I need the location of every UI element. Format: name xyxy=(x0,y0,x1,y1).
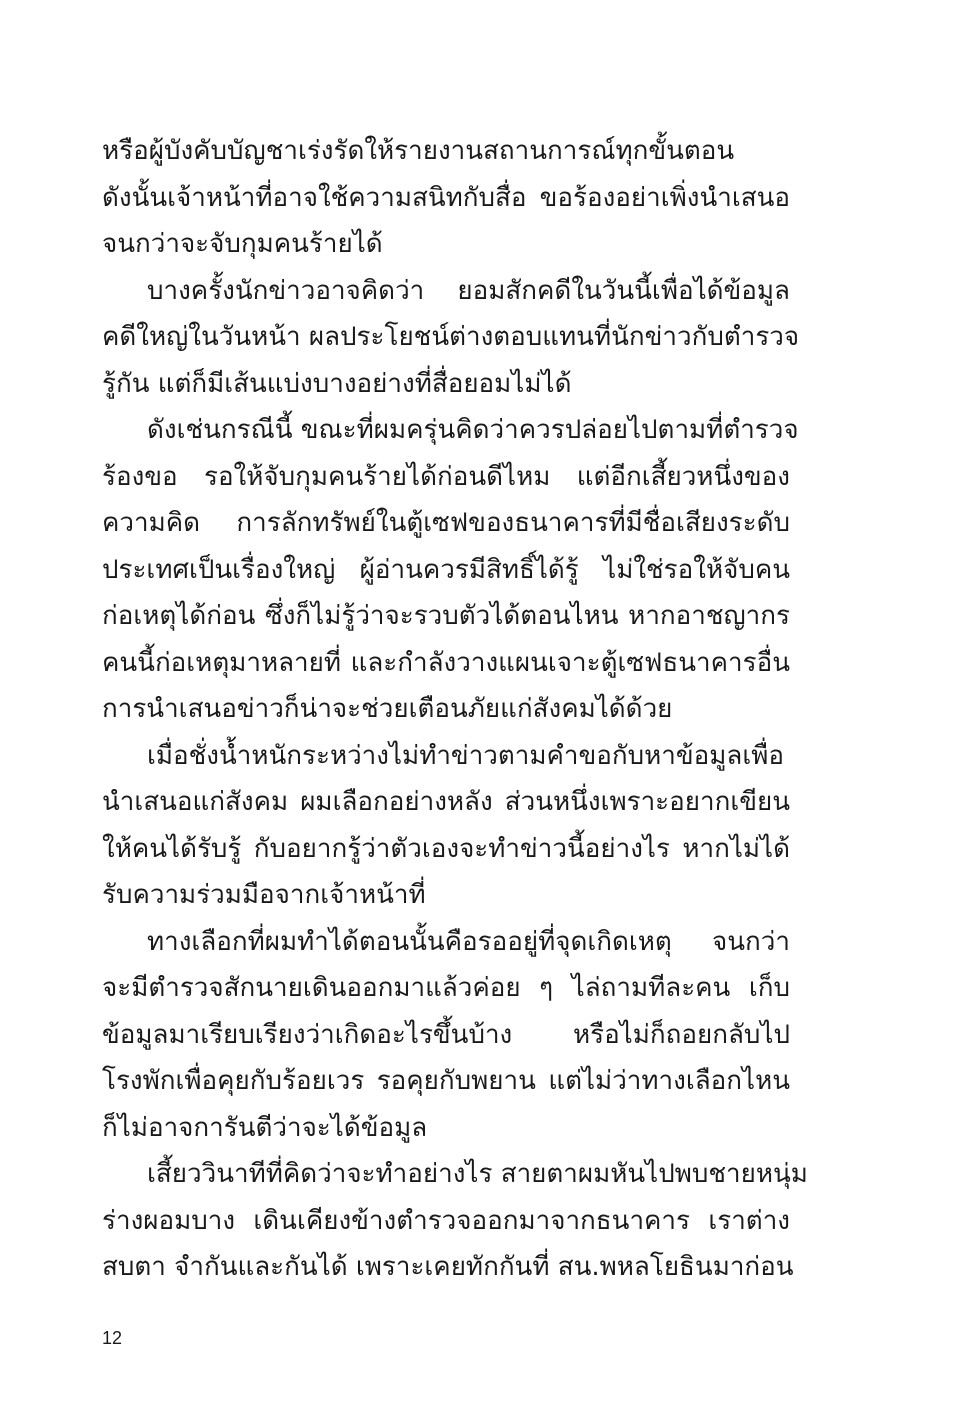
text-line: ก็ไม่อาจการันตีว่าจะได้ข้อมูล xyxy=(102,1112,428,1143)
text-line: จะมีตำรวจสักนายเดินออกมาแล้วค่อย ๆ ไล่ถามทีละคน เก็บ xyxy=(102,973,790,1003)
paragraph-first-line: ทางเลือกที่ผมทำได้ตอนนั้นคือรออยู่ที่จุดเกิดเหตุ จนกว่า xyxy=(147,926,790,957)
body-text xyxy=(102,128,808,1291)
text-line: หรือผู้บังคับบัญชาเร่งรัดให้รายงานสถานการณ์ทุกขั้นตอน xyxy=(102,136,735,166)
text-line: ดังนั้นเจ้าหน้าที่อาจใช้ความสนิทกับสื่อ ขอร้องอย่าเพิ่งนำเสนอ xyxy=(102,182,790,213)
paragraph-first-line: ดังเช่นกรณีนี้ ขณะที่ผมครุ่นคิดว่าควรปล่อยไปตามที่ตำรวจ xyxy=(147,415,799,445)
text-line: จนกว่าจะจับกุมคนร้ายได้ xyxy=(102,229,383,259)
text-line: ข้อมูลมาเรียบเรียงว่าเกิดอะไรขึ้นบ้าง หรือไม่ก็ถอยกลับไป xyxy=(102,1019,790,1050)
paragraph-first-line: เมื่อชั่งน้ำหนักระหว่างไม่ทำข่าวตามคำขอกับหาข้อมูลเพื่อ xyxy=(147,740,784,771)
text-line: ร้องขอ รอให้จับกุมคนร้ายได้ก่อนดีไหม แต่อีกเสี้ยวหนึ่งของ xyxy=(102,461,790,492)
page-number: 12 xyxy=(102,1328,123,1348)
text-line: ให้คนได้รับรู้ กับอยากรู้ว่าตัวเองจะทำข่าวนี้อย่างไร หากไม่ได้ xyxy=(102,833,790,864)
text-line: รู้กัน แต่ก็มีเส้นแบ่งบางอย่างที่สื่อยอมไม่ได้ xyxy=(102,368,572,399)
text-line: คดีใหญ่ในวันหน้า ผลประโยชน์ต่างตอบแทนที่นักข่าวกับตำรวจ xyxy=(102,322,800,352)
paragraph-first-line: บางครั้งนักข่าวอาจคิดว่า ยอมสักคดีในวันนี้เพื่อได้ข้อมูล xyxy=(147,275,790,306)
text-line: รับความร่วมมือจากเจ้าหน้าที่ xyxy=(102,880,426,910)
text-line: ประเทศเป็นเรื่องใหญ่ ผู้อ่านควรมีสิทธิ์ได้รู้ ไม่ใช่รอให้จับคน xyxy=(102,554,790,585)
text-line: ก่อเหตุได้ก่อน ซึ่งก็ไม่รู้ว่าจะรวบตัวได้ตอนไหน หากอาชญากร xyxy=(102,601,790,631)
text-line: นำเสนอแก่สังคม ผมเลือกอย่างหลัง ส่วนหนึ่งเพราะอยากเขียน xyxy=(102,787,790,817)
paragraph-first-line: เสี้ยววินาทีที่คิดว่าจะทำอย่างไร สายตาผมหันไปพบชายหนุ่ม xyxy=(147,1159,808,1189)
text-line: โรงพักเพื่อคุยกับร้อยเวร รอคุยกับพยาน แต่ไม่ว่าทางเลือกไหน xyxy=(102,1066,790,1096)
text-line: ร่างผอมบาง เดินเคียงข้างตำรวจออกมาจากธนาคาร เราต่าง xyxy=(102,1205,790,1236)
text-line: การนำเสนอข่าวก็น่าจะช่วยเตือนภัยแก่สังคมได้ด้วย xyxy=(102,694,673,724)
text-line: ความคิด การลักทรัพย์ในตู้เซฟของธนาคารที่มีชื่อเสียงระดับ xyxy=(102,508,790,538)
text-line: คนนี้ก่อเหตุมาหลายที่ และกำลังวางแผนเจาะตู้เซฟธนาคารอื่น xyxy=(102,647,790,678)
text-line: สบตา จำกันและกันได้ เพราะเคยทักกันที่ สน.พหลโยธินมาก่อน xyxy=(102,1252,794,1282)
